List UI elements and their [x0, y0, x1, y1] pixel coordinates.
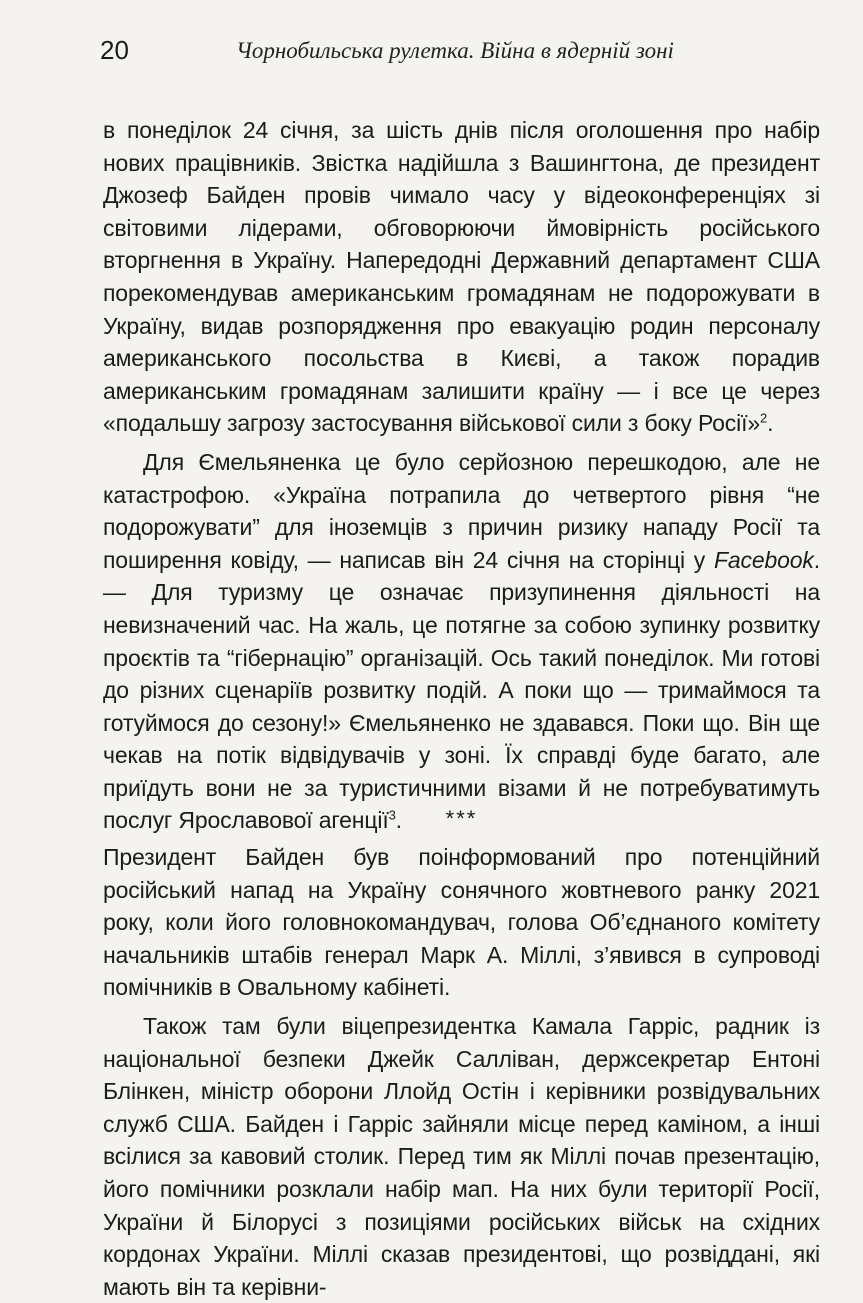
footnote-marker: 2 — [759, 410, 768, 426]
paragraph-text: . — Для туризму це означає призупинення діяльності на невизначений час. На жаль, це потягне за собою зупинку розвитку проєктів та “гібернацію” організацій. Ось такий понеділок. Ми готові до різних сценаріїв розвитку подій. А поки що — тримаймося та готуймося до сезону!» Ємельяненко не здавався. Поки що. Він ще чекав на потік відвідувачів у зоні. Їх справді буде багато, але приїдуть вони не за туристичними візами й не потребуватимуть послуг Ярославової агенції — [103, 546, 820, 834]
text-block-upper — [103, 114, 820, 837]
paragraph-yemelianenko — [103, 446, 820, 837]
running-title: Чорнобильська рулетка. Війна в ядерній зоні — [236, 38, 674, 63]
paragraph-text: в понеділок 24 січня, за шість днів після оголошення про набір нових працівників. Звістка надійшла з Вашингтона, де президент Джозеф Байден провів чимало часу у відеоконференціях зі світовими лідерами, обговорюючи ймовірність російського вторгнення в Україну. Напередодні Державний департамент США порекомендував американським громадянам не подорожувати в Україну, видав розпорядження про евакуацію родин персоналу американського посольства в Києві, а також порадив американським громадянам залишити країну — і все це через «подальшу загрозу застосування військової сили з боку Росії» — [103, 117, 820, 437]
paragraph-biden-briefing: Президент Байден був поінформований про потенційний російський напад на Україну сонячного жовтневого ранку 2021 року, коли його головнокомандувач, голова Об’єднаного комітету начальників штабів генерал Марк А. Міллі, з’явився в супроводі помічників в Овальному кабінеті. — [103, 844, 820, 1001]
facebook-term: Facebook — [713, 546, 814, 573]
text-block-lower — [103, 841, 820, 1303]
paragraph-continued — [103, 114, 820, 440]
page-number: 20 — [100, 35, 129, 65]
section-break: *** — [445, 806, 478, 831]
paragraph-text: Для Ємельяненка це було серйозною перешкодою, але не катастрофою. «Україна потрапила до четвертого рівня “не подорожувати” для іноземців з причин ризику нападу Росії та поширення ковіду, — написав він 24 січня на сторінці у — [103, 448, 820, 573]
paragraph-end: . — [395, 807, 402, 834]
footnote-marker: 3 — [388, 807, 396, 823]
paragraph-end: . — [767, 410, 774, 437]
paragraph-attendees: Також там були віцепрезидентка Камала Гарріс, радник із національної безпеки Джейк Салліван, держсекретар Ентоні Блінкен, міністр оборони Ллойд Остін і керівники розвідувальних служб США. Байден і Гарріс зайняли місце перед каміном, а інші всілися за кавовий столик. Перед тим як Міллі почав презентацію, його помічники розклали набір мап. На них були території Росії, України й Білорусі з позиціями російських військ на східних кордонах України. Міллі сказав президентові, що розвіддані, які мають він та керівни- — [103, 1012, 820, 1300]
